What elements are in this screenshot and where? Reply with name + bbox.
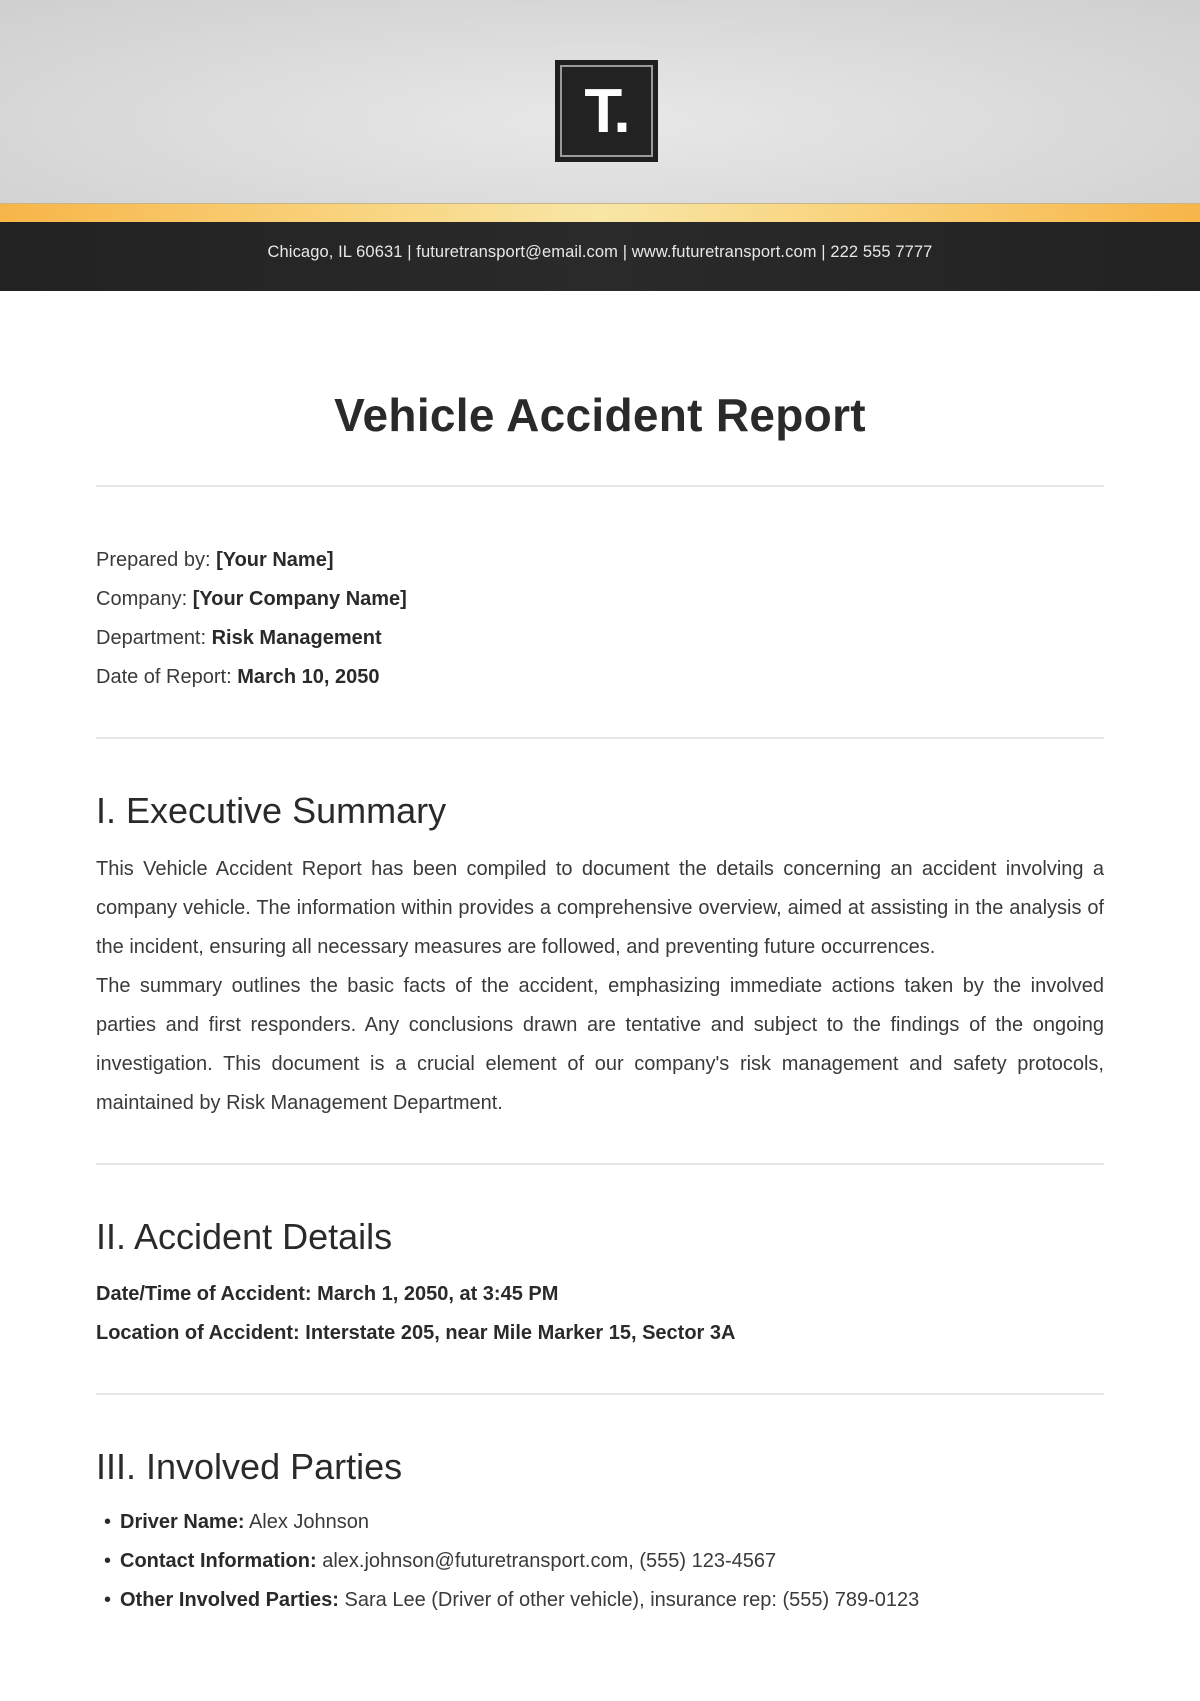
list-item [96,1503,1104,1542]
meta-date-of-report [96,658,1104,697]
section-accident-details [96,1217,1104,1353]
meta-company [96,580,1104,619]
paragraph: This Vehicle Accident Report has been compiled to document the details concerning an accident involving a company vehicle. The information within provides a comprehensive overview, aimed at assisting in the analysis of the incident, ensuring all necessary measures are followed, and preventing future occurrences. [96,858,1104,959]
divider [96,485,1104,487]
divider [96,737,1104,739]
accident-location: Location of Accident: Interstate 205, near Mile Marker 15, Sector 3A [96,1322,736,1345]
paragraph: The summary outlines the basic facts of the accident, emphasizing immediate actions taken by the involved parties and first responders. Any conclusions drawn are tentative and subject to the findings of the ongoing investigation. This document is a crucial element of our company's risk management and safety protocols, maintained by Risk Management Department. [96,975,1104,1115]
company-logo-icon [555,60,658,162]
item-label: Other Involved Parties: [120,1588,339,1611]
section-heading: III. Involved Parties [96,1446,403,1488]
section-executive-summary [96,791,1104,1124]
contact-info-line: Chicago, IL 60631 | futuretransport@email.com | www.futuretransport.com | 222 555 7777 [267,243,933,261]
document-body [0,389,1200,1620]
logo-frame [560,65,653,157]
logo-glyph: T. [584,77,629,146]
report-meta [96,541,1104,697]
meta-label: Department: [96,626,212,649]
section-heading: II. Accident Details [96,1216,393,1258]
letterhead-header [0,0,1200,203]
meta-department [96,619,1104,658]
section-heading: I. Executive Summary [96,789,447,831]
meta-value: Risk Management [211,626,382,649]
section-involved-parties [96,1447,1104,1620]
meta-label: Company: [96,587,193,610]
accident-datetime: Date/Time of Accident: March 1, 2050, at 3:45 PM [96,1283,559,1306]
meta-value: [Your Company Name] [192,587,407,610]
item-value: Sara Lee (Driver of other vehicle), insurance rep: (555) 789-0123 [338,1588,920,1611]
divider [96,1393,1104,1395]
item-value: Alex Johnson [244,1510,370,1533]
gold-accent-band [0,203,1200,222]
item-label: Driver Name: [120,1510,245,1533]
contact-band [0,222,1200,291]
meta-prepared-by [96,541,1104,580]
item-label: Contact Information: [120,1549,317,1572]
list-item [96,1542,1104,1581]
list-item [96,1581,1104,1620]
meta-value: March 10, 2050 [237,665,380,688]
involved-parties-list [96,1503,1104,1620]
item-value: alex.johnson@futuretransport.com, (555) 123-4567 [316,1549,777,1572]
meta-label: Prepared by: [96,548,217,571]
document-title: Vehicle Accident Report [334,389,866,441]
meta-label: Date of Report: [96,665,238,688]
divider [96,1163,1104,1165]
meta-value: [Your Name] [216,548,334,571]
